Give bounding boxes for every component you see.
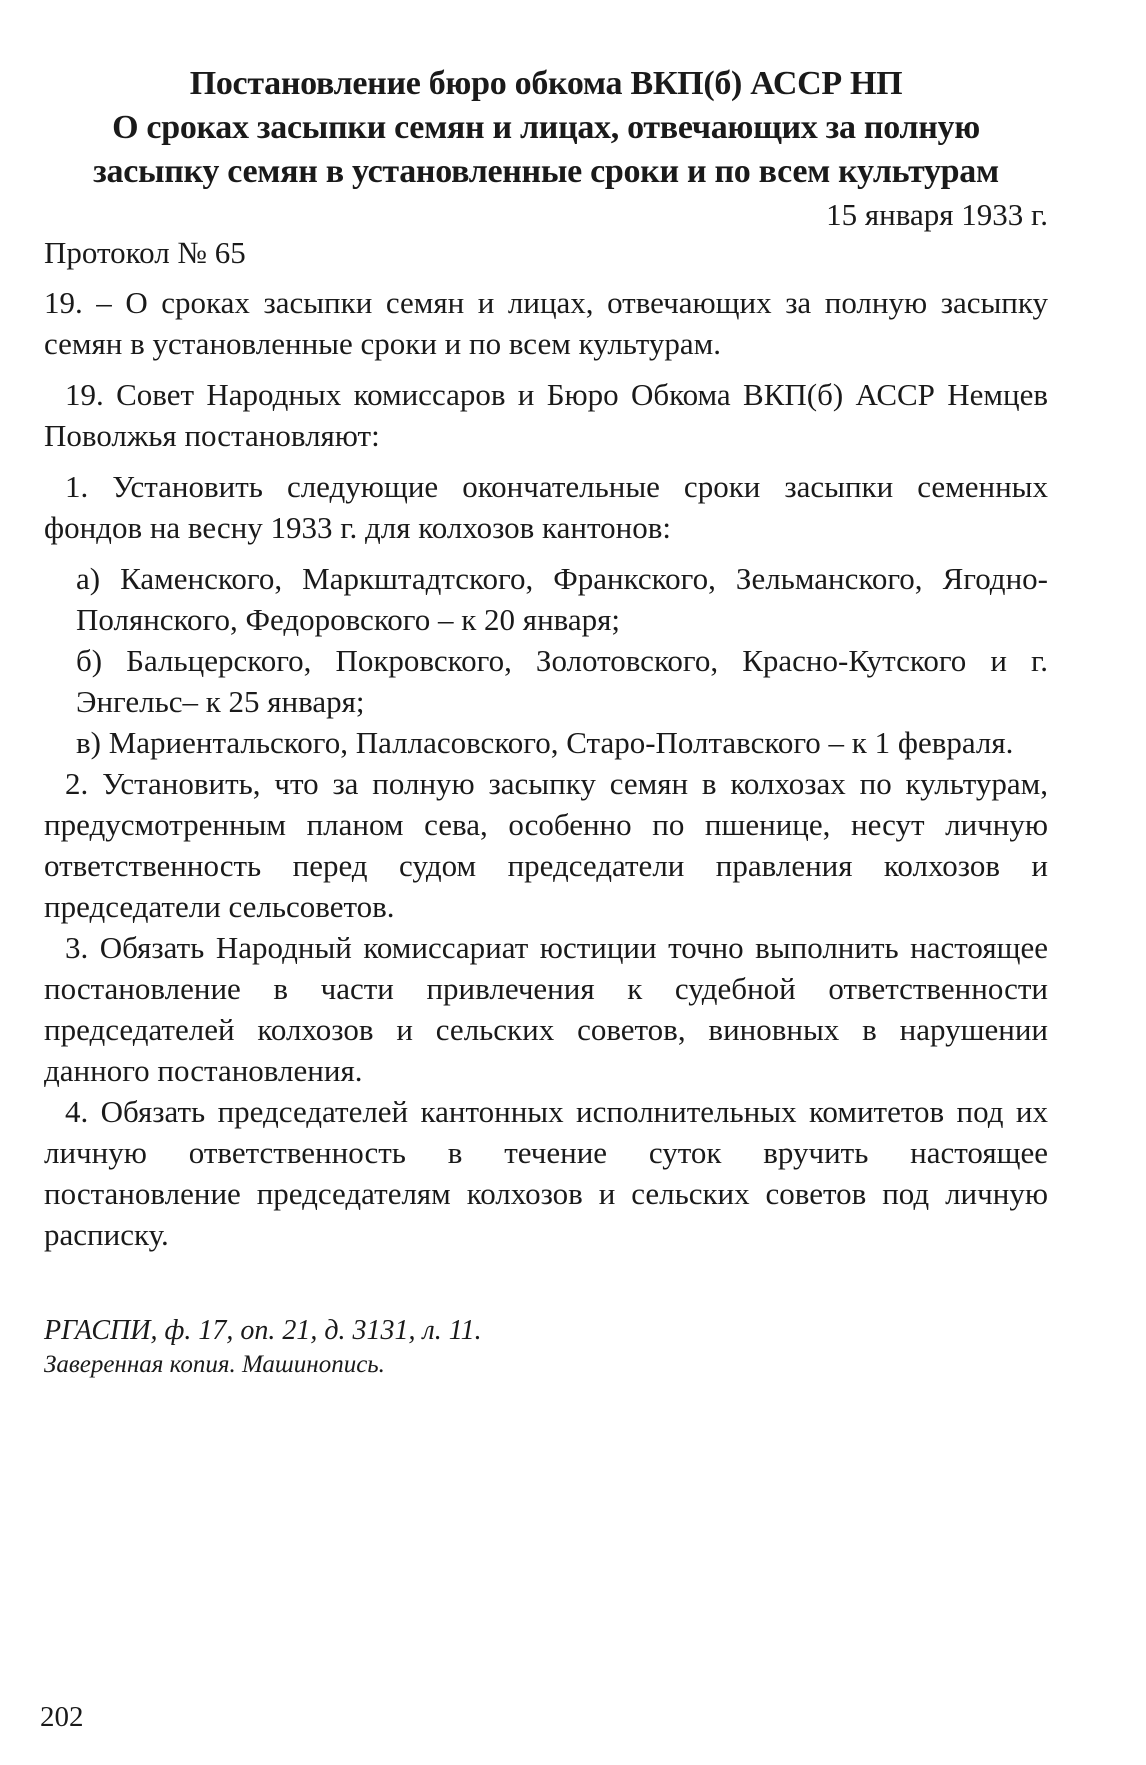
paragraph-resolution-intro: 19. Совет Народных комиссаров и Бюро Обкома ВКП(б) АССР Немцев Поволжья постановляют: [44,377,1048,453]
paragraph-point-2: 2. Установить, что за полную засыпку семян в колхозах по культурам, предусмотренным планом сева, особенно по пшенице, несут личную ответственность перед судом председатели правления колхозов и председатели сельсоветов. [44,766,1048,924]
paragraph-item-19-heading: 19. – О сроках засыпки семян и лицах, отвечающих за полную засыпку семян в установленные сроки и по всем культурам. [44,285,1048,361]
protocol-number: Протокол № 65 [44,235,246,270]
archive-source: РГАСПИ, ф. 17, оп. 21, д. 3131, л. 11. [44,1315,482,1346]
paragraph-subitem-v: в) Мариентальского, Палласовского, Старо-Полтавского – к 1 февраля. [76,725,1014,760]
paragraph-point-1: 1. Установить следующие окончательные сроки засыпки семенных фондов на весну 1933 г. для колхозов кантонов: [44,469,1048,545]
paragraph-subitem-b: б) Бальцерского, Покровского, Золотовского, Красно-Кутского и г. Энгельс– к 25 января; [76,643,1048,719]
page-number: 202 [40,1701,84,1733]
title-line-3: засыпку семян в установленные сроки и по всем культурам [93,153,999,190]
paragraph-point-4: 4. Обязать председателей кантонных исполнительных комитетов под их личную ответственность в течение суток вручить настоящее постановление председателям колхозов и сельских советов под личную расписку. [44,1094,1048,1252]
document-date: 15 января 1933 г. [826,197,1048,232]
paragraph-subitem-a: а) Каменского, Маркштадтского, Франкского, Зельманского, Ягодно-Полянского, Федоровского – к 20 января; [76,561,1048,637]
paragraph-point-3: 3. Обязать Народный комиссариат юстиции точно выполнить настоящее постановление в части привлечения к судебной ответственности председателей колхозов и сельских советов, виновных в нарушении данного постановления. [44,930,1048,1088]
document-title [44,62,1048,194]
copy-note: Заверенная копия. Машинопись. [44,1351,385,1378]
document-page [44,62,1048,1381]
title-line-2: О сроках засыпки семян и лицах, отвечающих за полную [112,109,980,146]
title-line-1: Постановление бюро обкома ВКП(б) АССР НП [189,65,903,102]
